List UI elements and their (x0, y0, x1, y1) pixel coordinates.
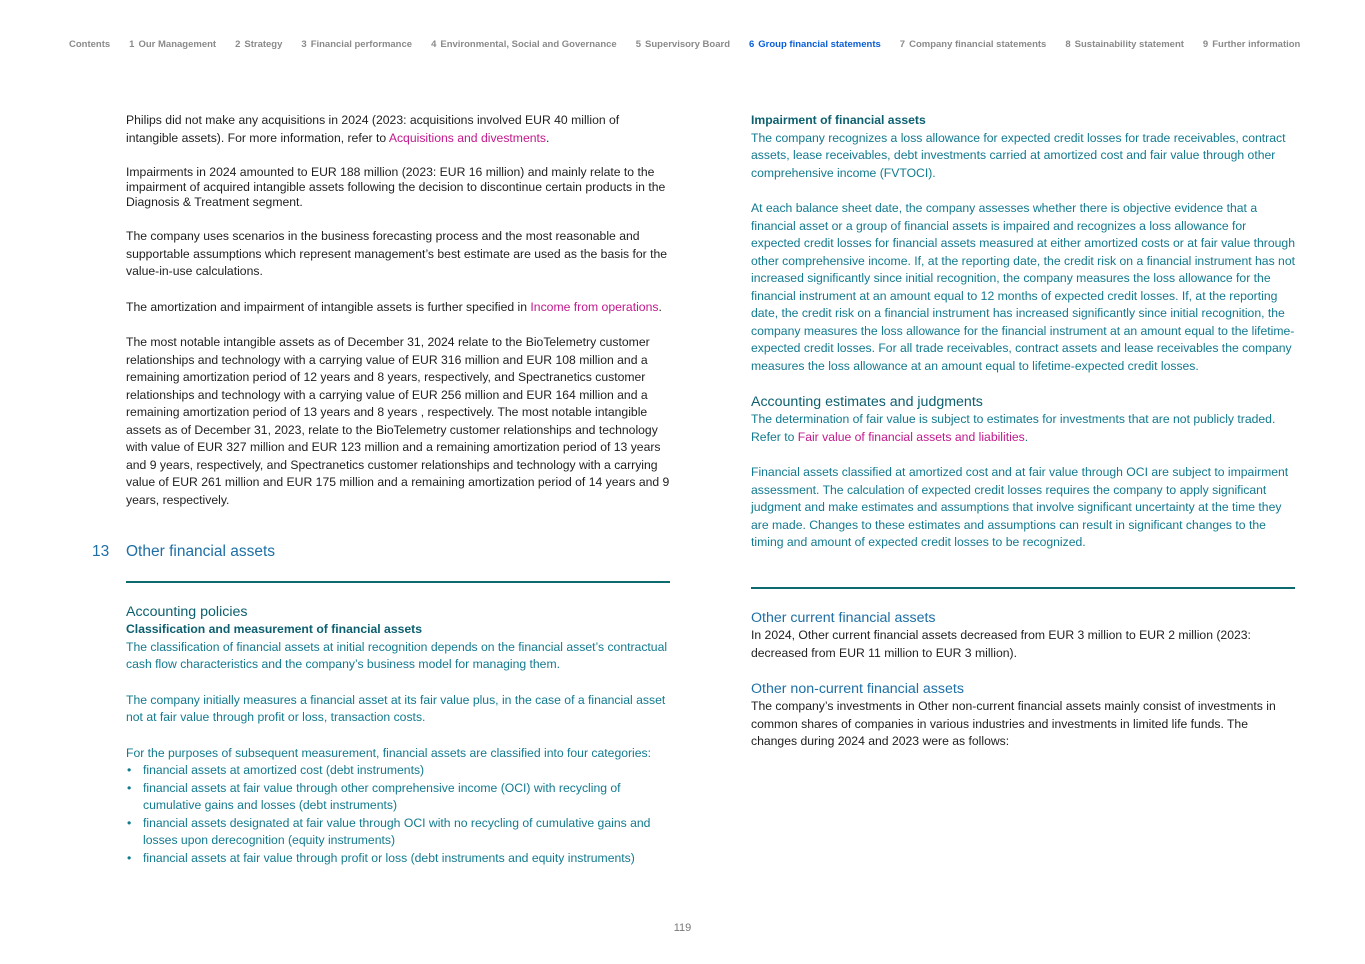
list-item: • financial assets at amortized cost (debt instruments) (143, 762, 672, 780)
nav-contents[interactable]: Contents (69, 39, 111, 50)
categories-list (126, 762, 672, 867)
classification-paragraph: The classification of financial assets at initial recognition depends on the financial asset’s contractual cash flow characteristics and the company’s business model for managing them. (126, 639, 668, 671)
nav-supervisory-board[interactable]: 5 Supervisory Board (635, 39, 730, 50)
section-title: Other financial assets (126, 543, 276, 560)
impairment-heading: Impairment of financial assets (751, 113, 926, 127)
estimates-heading: Accounting estimates and judgments (751, 394, 983, 410)
nav-sustainability-statement[interactable]: 8 Sustainability statement (1065, 39, 1184, 50)
notable-intangibles-paragraph: The most notable intangible assets as of December 31, 2024 relate to the BioTelemetry customer relationships and technology with a carrying value of EUR 316 million and EUR 108 million and a remaining amortization period of 12 years and 8 years, respectively, and Spectranetics customer relationships and technology with a carrying value of EUR 256 million and EUR 164 million and a remaining amortization period of 13 years and 8 years , respectively. The most notable intangible assets as of December 31, 2023, relate to the BioTelemetry customer relationships and technology with value of EUR 327 million and EUR 123 million and a remaining amortization period of 13 years and 9 years, respectively, and Spectranetics customer relationships and technology with a carrying value of EUR 261 million and EUR 175 million and a remaining amortization period of 14 years and 9 years, respectively. (126, 335, 670, 507)
current-assets-paragraph: In 2024, Other current financial assets decreased from EUR 3 million to EUR 2 million (2023: decreased from EUR 11 million to EUR 3 million). (751, 628, 1251, 660)
nav-esg[interactable]: 4 Environmental, Social and Governance (431, 39, 617, 50)
current-assets-heading: Other current financial assets (751, 610, 936, 626)
other-financial-assets-details (751, 609, 1297, 769)
fair-value-link[interactable]: Fair value of financial assets and liabilities (797, 429, 1025, 444)
impairment-paragraph-2: At each balance sheet date, the company assesses whether there is objective evidence that a financial asset or a group of financial assets is impaired and recognizes a loss allowance for expected credit losses for financial assets measured at either amortized costs or at fair value through other comprehensive income. If, at the reporting date, the credit risk on a financial instrument has not increased significantly since initial recognition, the company measures the loss allowance for the financial instrument at an amount equal to 12 months of expected credit losses. If, at the reporting date, the credit risk on a financial instrument has increased significantly since initial recognition, the company measures the loss allowance for the financial instrument at an amount equal to the lifetime-expected credit losses. For all trade receivables, contract assets and lease receivables the company measures the loss allowance at an amount equal to lifetime-expected credit losses. (751, 201, 1295, 373)
list-item: • financial assets at fair value through other comprehensive income (OCI) with recycling of cumulative gains and losses (debt instruments) (143, 780, 672, 815)
section-divider-right (751, 587, 1295, 589)
noncurrent-assets-paragraph: The company’s investments in Other non-current financial assets mainly consist of investments in common shares of companies in various industries and investments in limited life funds. The changes during 2024 and 2023 were as follows: (751, 699, 1276, 748)
amortization-paragraph: The amortization and impairment of intangible assets is further specified in Income from operations. (126, 299, 662, 314)
impairment-paragraph-1: The company recognizes a loss allowance for expected credit losses for trade receivables, contract assets, lease receivables, debt investments carried at amortized cost and fair value through other comprehensive income (FVTOCI). (751, 130, 1286, 180)
estimates-paragraph-1: The determination of fair value is subject to estimates for investments that are not publicly traded. Refer to Fair value of financial assets and liabilities. (751, 412, 1276, 444)
impairments-paragraph: Impairments in 2024 amounted to EUR 188 million (2023: EUR 16 million) and mainly relate to the impairment of acquired intangible assets following the decision to discontinue certain products in the Diagnosis & Treatment segment. (126, 165, 666, 209)
nav-group-financial-statements[interactable]: 6 Group financial statements (749, 39, 881, 50)
accounting-policies-heading: Accounting policies (126, 604, 248, 620)
top-navigation (69, 39, 1305, 50)
categories-intro: For the purposes of subsequent measurement, financial assets are classified into four categories: (126, 745, 652, 760)
nav-financial-performance[interactable]: 3 Financial performance (301, 39, 413, 50)
initial-measurement-paragraph: The company initially measures a financial asset at its fair value plus, in the case of a financial asset not at fair value through profit or loss, transaction costs. (126, 692, 666, 724)
section-heading (92, 543, 275, 561)
list-item: • financial assets at fair value through profit or loss (debt instruments and equity instruments) (143, 850, 672, 868)
nav-strategy[interactable]: 2 Strategy (235, 39, 283, 50)
noncurrent-assets-heading: Other non-current financial assets (751, 681, 964, 697)
nav-company-financial-statements[interactable]: 7 Company financial statements (899, 39, 1047, 50)
page-number: 119 (673, 922, 692, 934)
left-column-intangibles (126, 112, 672, 527)
right-column (751, 112, 1297, 570)
acquisitions-paragraph: Philips did not make any acquisitions in 2024 (2023: acquisitions involved EUR 40 million of intangible assets). For more information, refer to Acquisitions and divestments. (126, 113, 620, 145)
acquisitions-link[interactable]: Acquisitions and divestments (388, 130, 546, 145)
section-number: 13 (92, 543, 110, 560)
nav-further-information[interactable]: 9 Further information (1202, 39, 1301, 50)
section-divider-left (126, 581, 670, 583)
income-from-operations-link[interactable]: Income from operations (530, 299, 659, 314)
scenarios-paragraph: The company uses scenarios in the business forecasting process and the most reasonable and supportable assumptions which represent management’s best estimate are used as the basis for the value-in-use calculations. (126, 229, 668, 278)
estimates-paragraph-2: Financial assets classified at amortized cost and at fair value through OCI are subject to impairment assessment. The calculation of expected credit losses requires the company to apply significant judgment and make estimates and assumptions that involve significant uncertainty at the time they are made. Changes to these estimates and assumptions can result in significant changes to the timing and amount of expected credit losses to be recognized. (751, 465, 1289, 549)
list-item: • financial assets designated at fair value through OCI with no recycling of cumulative gains and losses upon derecognition (equity instruments) (143, 815, 672, 850)
nav-our-management[interactable]: 1 Our Management (129, 39, 217, 50)
classification-subheading: Classification and measurement of financial assets (126, 622, 422, 636)
accounting-policies (126, 603, 672, 867)
